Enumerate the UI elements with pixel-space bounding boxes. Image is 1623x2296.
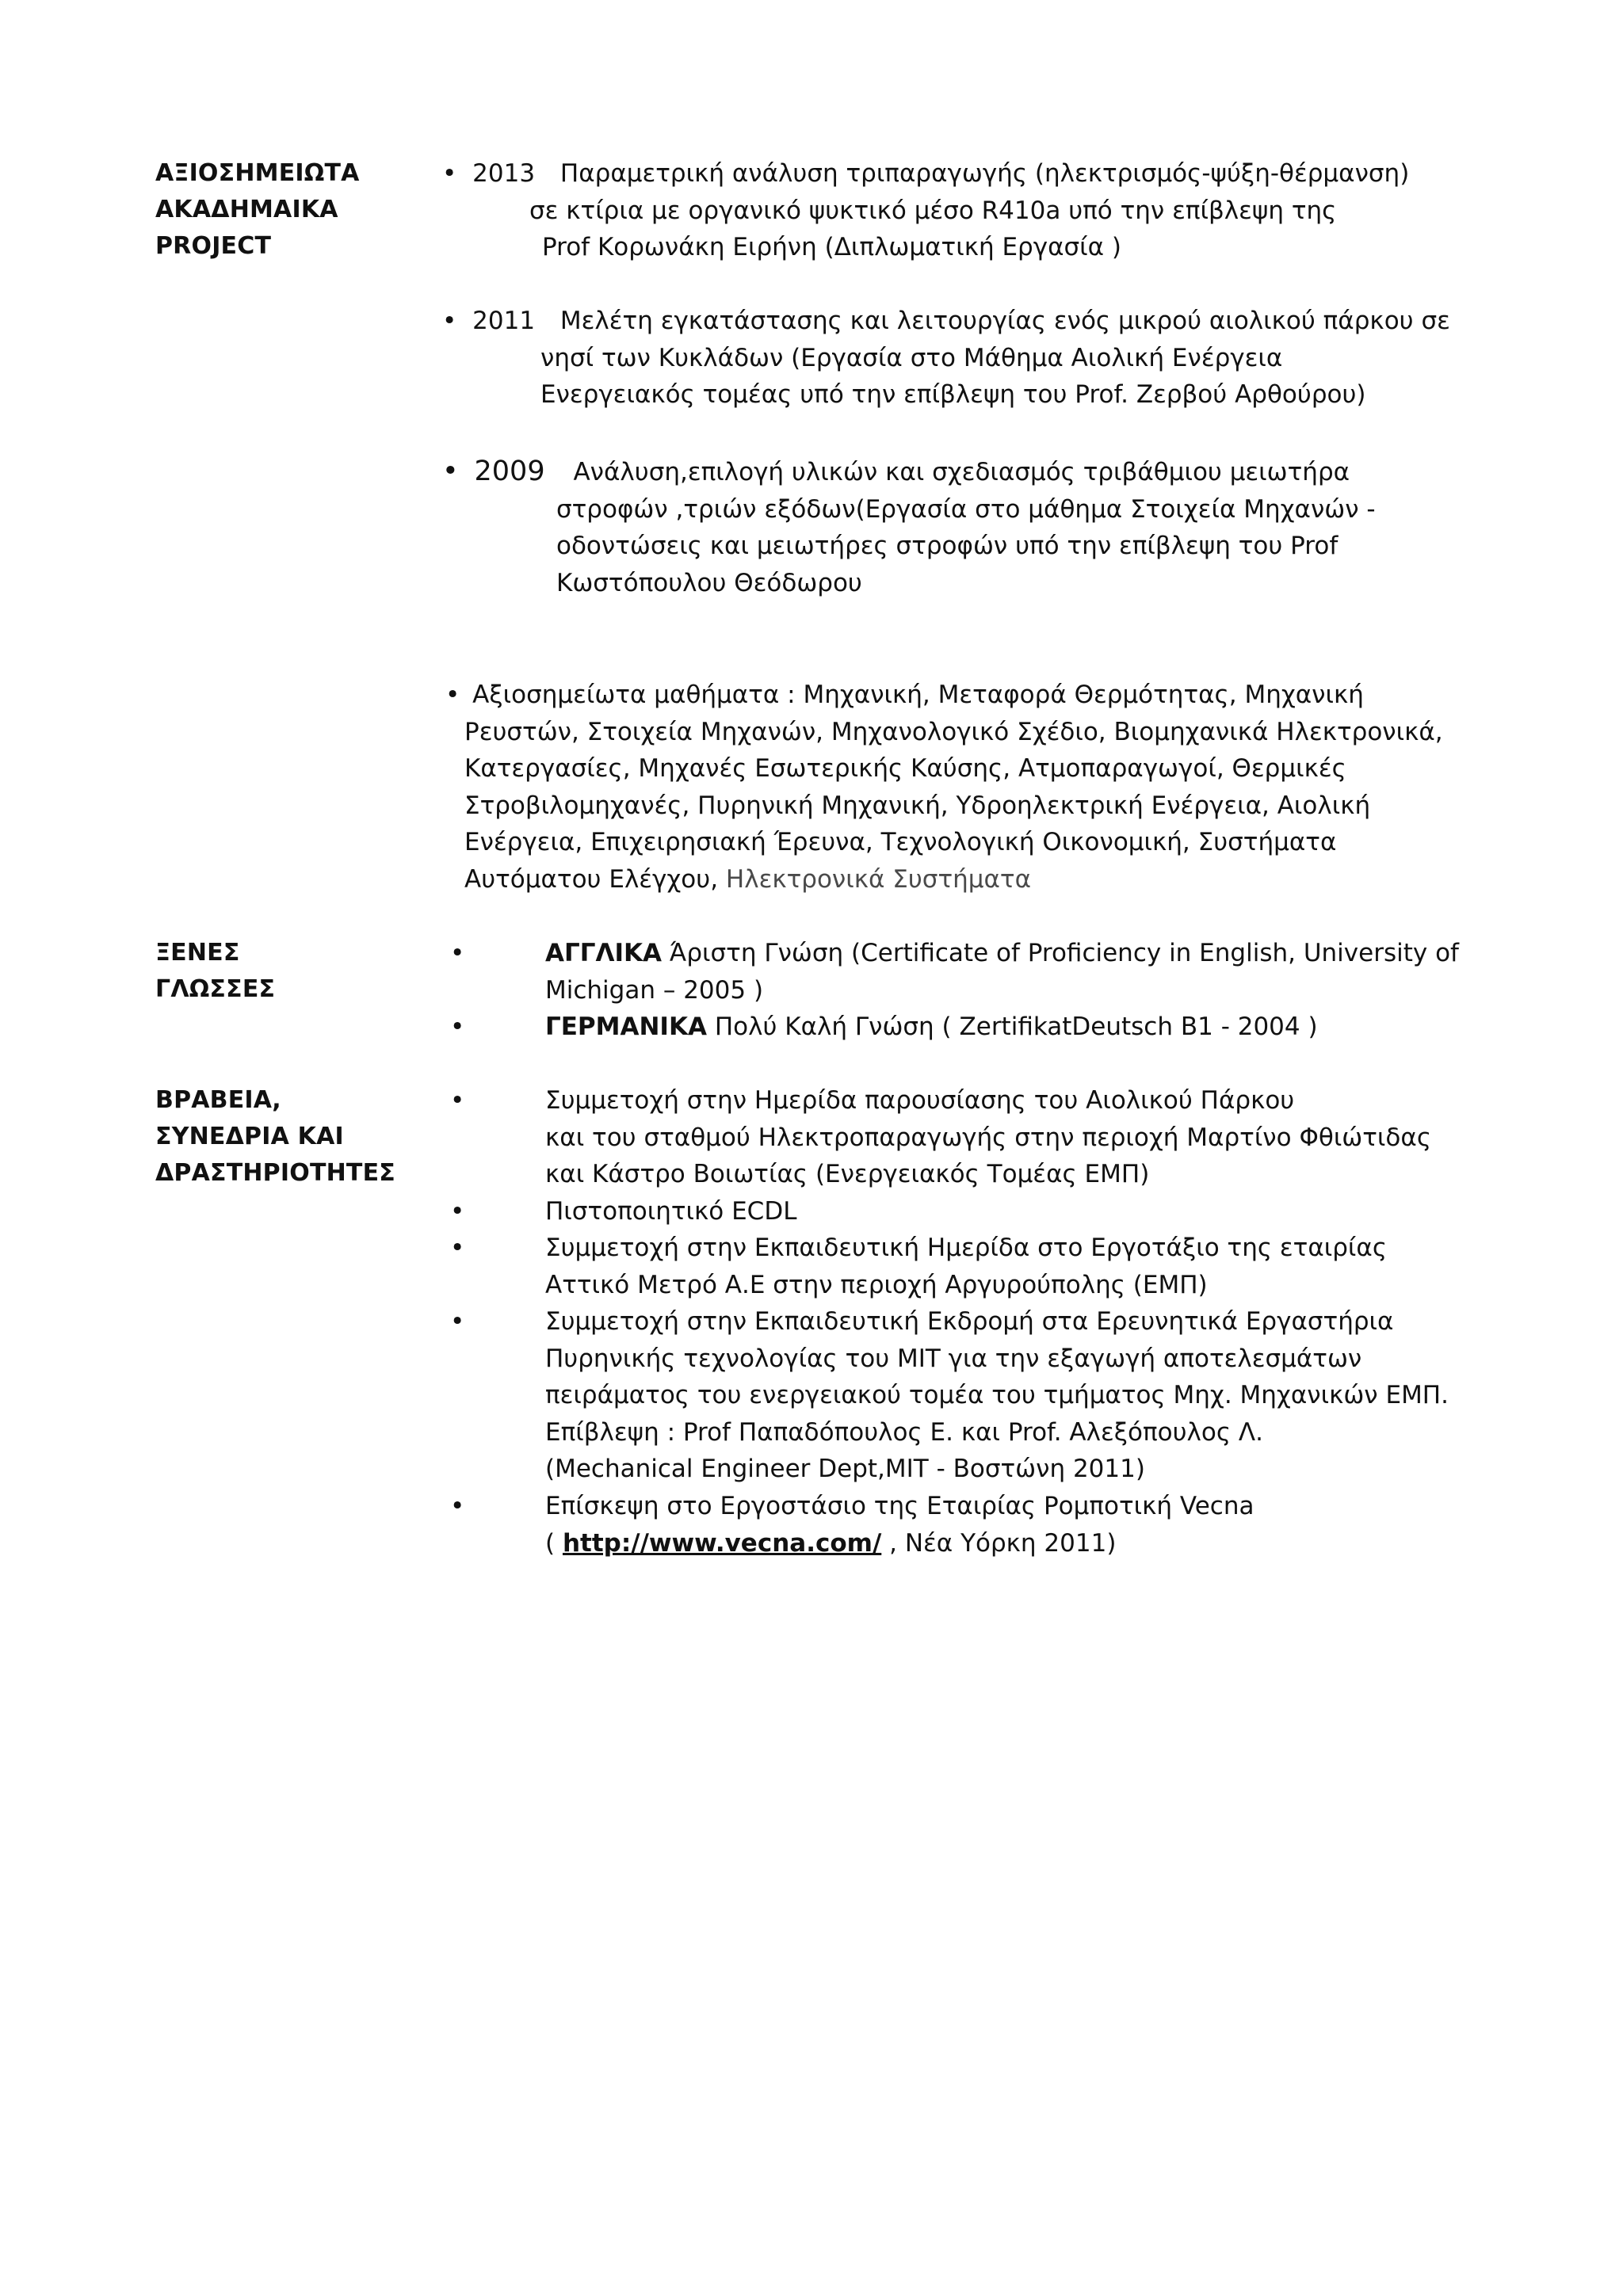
activity-line: και του σταθμού Ηλεκτροπαραγωγής στην περιοχή Μαρτίνο Φθιώτιδας bbox=[545, 1123, 1432, 1152]
courses-line: Ενέργεια, Επιχειρησιακή Έρευνα, Τεχνολογική Οικονομική, Συστήματα bbox=[464, 828, 1337, 856]
bullet: • bbox=[450, 1234, 465, 1262]
label-line: ΞΕΝΕΣ bbox=[155, 939, 240, 967]
activity-item bbox=[450, 1193, 1480, 1230]
activity-item bbox=[450, 1488, 1480, 1562]
activity-item bbox=[450, 1082, 1480, 1193]
language-name: ΑΓΓΛΙΚΑ bbox=[545, 939, 663, 967]
project-text: οδοντώσεις και μειωτήρες στροφών υπό την επίβλεψη του Prof bbox=[556, 532, 1338, 560]
project-text: στροφών ,τριών εξόδων(Εργασία στο μάθημα Στοιχεία Μηχανών - bbox=[556, 494, 1376, 524]
bullet: • bbox=[442, 307, 457, 335]
notable-courses bbox=[445, 677, 1476, 898]
bullet: • bbox=[450, 1086, 465, 1115]
section-label-academic-projects bbox=[155, 155, 417, 265]
project-2011 bbox=[442, 303, 1472, 414]
section-label-foreign-languages bbox=[155, 935, 417, 1008]
courses-line: Στροβιλομηχανές, Πυρηνική Μηχανική, Υδροηλεκτρική Ενέργεια, Αιολική bbox=[464, 791, 1371, 820]
label-line: ΒΡΑΒΕΙΑ, bbox=[155, 1086, 281, 1114]
section-label-awards-activities bbox=[155, 1082, 417, 1192]
project-year: 2011 bbox=[472, 307, 536, 335]
language-name: ΓΕΡΜΑΝΙΚΑ bbox=[545, 1013, 707, 1041]
activity-line: Πυρηνικής τεχνολογίας του MIT για την εξαγωγή αποτελεσμάτων bbox=[545, 1344, 1362, 1373]
language-level: Πολύ Καλή Γνώση ( ZertifikatDeutsch B1 - 2004 ) bbox=[706, 1013, 1318, 1041]
project-2013 bbox=[442, 155, 1472, 266]
activity-line: πειράματος του ενεργειακού τομέα του τμήματος Μηχ. Μηχανικών ΕΜΠ. bbox=[545, 1381, 1449, 1409]
courses-line: Κατεργασίες, Μηχανές Εσωτερικής Καύσης, Ατμοπαραγωγοί, Θερμικές bbox=[464, 754, 1346, 783]
link-prefix: ( bbox=[545, 1528, 563, 1558]
label-line: ΣΥΝΕΔΡΙΑ ΚΑΙ bbox=[155, 1123, 344, 1150]
activity-line: Αττικό Μετρό Α.Ε στην περιοχή Αργυρούπολης (ΕΜΠ) bbox=[545, 1270, 1208, 1299]
project-year: 2013 bbox=[472, 159, 536, 188]
activity-line: Επίβλεψη : Prof Παπαδόπουλος Ε. και Prof. Αλεξόπουλος Λ. bbox=[545, 1417, 1263, 1447]
project-year: 2009 bbox=[474, 456, 545, 487]
courses-line-grey: Ηλεκτρονικά Συστήματα bbox=[718, 864, 1032, 894]
language-item-english bbox=[450, 935, 1480, 1009]
activity-line: και Κάστρο Βοιωτίας (Ενεργειακός Τομέας ΕΜΠ) bbox=[545, 1160, 1150, 1188]
bullet: • bbox=[442, 456, 459, 487]
activity-item bbox=[450, 1303, 1480, 1488]
label-line: ΑΚΑΔΗΜΑΙΚΑ bbox=[155, 196, 338, 223]
bullet: • bbox=[450, 1307, 465, 1336]
activity-line: Επίσκεψη στο Εργοστάσιο της Εταιρίας Ρομποτική Vecna bbox=[545, 1492, 1254, 1520]
activity-line: Συμμετοχή στην Εκπαιδευτική Εκδρομή στα Ερευνητικά Εργαστήρια bbox=[545, 1307, 1394, 1336]
bullet: • bbox=[445, 681, 460, 709]
activity-line: Συμμετοχή στην Εκπαιδευτική Ημερίδα στο Εργοτάξιο της εταιρίας bbox=[545, 1234, 1388, 1262]
bullet: • bbox=[450, 939, 465, 967]
project-text: Prof Κορωνάκη Ειρήνη (Διπλωματική Εργασία ) bbox=[542, 233, 1122, 261]
project-text: Ενεργειακός τομέας υπό την επίβλεψη του Prof. Ζερβού Αρθούρου) bbox=[540, 380, 1366, 409]
project-text: Μελέτη εγκατάστασης και λειτουργίας ενός μικρού αιολικού πάρκου σε bbox=[559, 307, 1450, 335]
vecna-website-link[interactable]: http://www.vecna.com/ bbox=[562, 1528, 882, 1558]
language-item-german bbox=[450, 1009, 1480, 1046]
courses-line: Ρευστών, Στοιχεία Μηχανών, Μηχανολογικό Σχέδιο, Βιομηχανικά Ηλεκτρονικά, bbox=[464, 717, 1443, 746]
project-text: Παραμετρική ανάλυση τριπαραγωγής (ηλεκτρισμός-ψύξη-θέρμανση) bbox=[559, 159, 1410, 188]
label-line: ΓΛΩΣΣΕΣ bbox=[155, 975, 276, 1003]
activity-line: Συμμετοχή στην Ημερίδα παρουσίασης του Αιολικού Πάρκου bbox=[545, 1086, 1295, 1115]
project-2009 bbox=[442, 453, 1472, 601]
label-line: PROJECT bbox=[155, 232, 272, 260]
language-level: Άριστη Γνώση (Certificate of Proficiency in English, University of bbox=[662, 939, 1459, 967]
project-text: νησί των Κυκλάδων (Εργασία στο Μάθημα Αιολική Ενέργεια bbox=[540, 343, 1283, 372]
project-text: σε κτίρια με οργανικό ψυκτικό μέσο R410a υπό την επίβλεψη της bbox=[529, 196, 1337, 225]
courses-line: Αυτόματου Ελέγχου, bbox=[464, 864, 719, 894]
activity-line: (Mechanical Engineer Dept,MIT - Βοστώνη 2011) bbox=[545, 1455, 1145, 1483]
project-text: Κωστόπουλου Θεόδωρου bbox=[556, 568, 862, 597]
activity-line: Πιστοποιητικό ECDL bbox=[545, 1197, 797, 1226]
bullet: • bbox=[450, 1197, 465, 1226]
label-line: ΔΡΑΣΤΗΡΙΟΤΗΤΕΣ bbox=[155, 1159, 395, 1187]
bullet: • bbox=[450, 1492, 465, 1520]
link-suffix: , Νέα Υόρκη 2011) bbox=[881, 1528, 1117, 1558]
label-line: ΑΞΙΟΣΗΜΕΙΩΤΑ bbox=[155, 159, 360, 187]
project-text: Ανάλυση,επιλογή υλικών και σχεδιασμός τριβάθμιου μειωτήρα bbox=[573, 458, 1350, 486]
language-detail: Michigan – 2005 ) bbox=[545, 975, 764, 1005]
bullet: • bbox=[442, 159, 457, 188]
bullet: • bbox=[450, 1013, 465, 1041]
courses-line: Αξιοσημείωτα μαθήματα : Μηχανική, Μεταφορά Θερμότητας, Μηχανική bbox=[472, 681, 1364, 709]
activity-item bbox=[450, 1230, 1480, 1303]
